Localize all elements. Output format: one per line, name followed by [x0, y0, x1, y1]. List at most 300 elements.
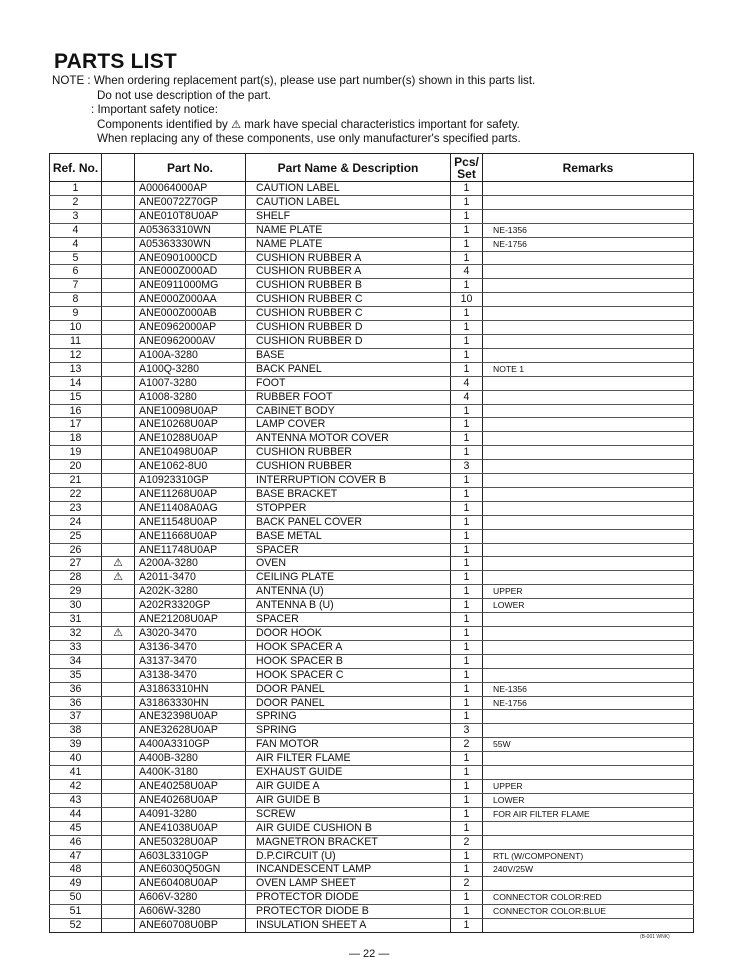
- description-cell: FAN MOTOR: [246, 738, 451, 752]
- part-no-cell: A3137-3470: [135, 654, 246, 668]
- part-no-cell: A10923310GP: [135, 474, 246, 488]
- safety-mark-cell: [102, 321, 135, 335]
- ref-no-cell: 14: [50, 376, 102, 390]
- part-no-cell: ANE10098U0AP: [135, 404, 246, 418]
- remarks-cell: [483, 307, 694, 321]
- ref-no-cell: 32: [50, 627, 102, 641]
- part-no-cell: ANE10498U0AP: [135, 446, 246, 460]
- part-no-cell: ANE41038U0AP: [135, 821, 246, 835]
- ref-no-cell: 19: [50, 446, 102, 460]
- description-cell: SPACER: [246, 613, 451, 627]
- pcs-cell: 1: [451, 710, 483, 724]
- part-no-cell: A4091-3280: [135, 807, 246, 821]
- ref-no-cell: 27: [50, 557, 102, 571]
- safety-mark-cell: [102, 766, 135, 780]
- pcs-cell: 1: [451, 418, 483, 432]
- description-cell: FOOT: [246, 376, 451, 390]
- ref-no-cell: 5: [50, 251, 102, 265]
- table-row: [50, 766, 694, 780]
- header-set: Set: [457, 166, 476, 181]
- pcs-cell: 1: [451, 905, 483, 919]
- remarks-cell: [483, 654, 694, 668]
- ref-no-cell: 43: [50, 793, 102, 807]
- pcs-cell: 3: [451, 724, 483, 738]
- table-row: [50, 209, 694, 223]
- table-row: [50, 724, 694, 738]
- table-row: [50, 919, 694, 933]
- safety-mark-cell: [102, 501, 135, 515]
- safety-mark-cell: [102, 307, 135, 321]
- note-line-3: : Important safety notice:: [91, 103, 218, 117]
- pcs-cell: 1: [451, 515, 483, 529]
- description-cell: RUBBER FOOT: [246, 390, 451, 404]
- safety-mark-cell: [102, 334, 135, 348]
- table-row: [50, 543, 694, 557]
- remarks-cell: NOTE 1: [483, 362, 694, 376]
- ref-no-cell: 25: [50, 529, 102, 543]
- pcs-cell: 1: [451, 404, 483, 418]
- pcs-cell: 3: [451, 460, 483, 474]
- table-row: [50, 418, 694, 432]
- part-no-cell: ANE0901000CD: [135, 251, 246, 265]
- pcs-cell: 1: [451, 529, 483, 543]
- table-row: [50, 557, 694, 571]
- safety-mark-cell: [102, 724, 135, 738]
- safety-mark-cell: [102, 821, 135, 835]
- note-line-2: Do not use description of the part.: [97, 88, 272, 102]
- part-no-cell: ANE11548U0AP: [135, 515, 246, 529]
- pcs-cell: 1: [451, 251, 483, 265]
- remarks-cell: [483, 195, 694, 209]
- safety-mark-cell: [102, 585, 135, 599]
- ref-no-cell: 8: [50, 293, 102, 307]
- pcs-cell: 1: [451, 682, 483, 696]
- remarks-cell: RTL (W/COMPONENT): [483, 849, 694, 863]
- part-no-cell: ANE11268U0AP: [135, 487, 246, 501]
- safety-mark-cell: [102, 807, 135, 821]
- pcs-cell: 1: [451, 640, 483, 654]
- remarks-cell: [483, 265, 694, 279]
- remarks-cell: [483, 501, 694, 515]
- part-no-cell: A1007-3280: [135, 376, 246, 390]
- remarks-cell: NE-1756: [483, 237, 694, 251]
- remarks-cell: [483, 279, 694, 293]
- safety-mark-cell: [102, 779, 135, 793]
- description-cell: SHELF: [246, 209, 451, 223]
- remarks-cell: [483, 182, 694, 196]
- table-row: [50, 696, 694, 710]
- pcs-cell: 4: [451, 265, 483, 279]
- description-cell: INTERRUPTION COVER B: [246, 474, 451, 488]
- safety-mark-cell: [102, 195, 135, 209]
- safety-mark-cell: [102, 376, 135, 390]
- safety-mark-cell: [102, 223, 135, 237]
- safety-mark-cell: [102, 738, 135, 752]
- safety-mark-cell: [102, 863, 135, 877]
- remarks-cell: [483, 752, 694, 766]
- pcs-cell: 10: [451, 293, 483, 307]
- ref-no-cell: 1: [50, 182, 102, 196]
- part-no-cell: ANE32628U0AP: [135, 724, 246, 738]
- description-cell: BASE: [246, 348, 451, 362]
- ref-no-cell: 11: [50, 334, 102, 348]
- table-row: [50, 515, 694, 529]
- remarks-cell: CONNECTOR COLOR:BLUE: [483, 905, 694, 919]
- pcs-cell: 1: [451, 849, 483, 863]
- safety-mark-cell: [102, 418, 135, 432]
- safety-mark-cell: [102, 446, 135, 460]
- table-row: [50, 404, 694, 418]
- remarks-cell: 240V/25W: [483, 863, 694, 877]
- table-row: [50, 195, 694, 209]
- description-cell: CUSHION RUBBER B: [246, 279, 451, 293]
- description-cell: CUSHION RUBBER A: [246, 265, 451, 279]
- safety-mark-cell: [102, 265, 135, 279]
- ref-no-cell: 3: [50, 209, 102, 223]
- pcs-cell: 1: [451, 821, 483, 835]
- remarks-cell: [483, 251, 694, 265]
- table-row: [50, 668, 694, 682]
- safety-mark-cell: [102, 849, 135, 863]
- note-line-4-after: mark have special characteristics important for safety.: [244, 117, 520, 131]
- table-row: [50, 474, 694, 488]
- remarks-cell: [483, 334, 694, 348]
- description-cell: BASE METAL: [246, 529, 451, 543]
- remarks-cell: [483, 877, 694, 891]
- pcs-cell: 1: [451, 627, 483, 641]
- note-line-4-before: Components identified by: [97, 117, 228, 131]
- ref-no-cell: 31: [50, 613, 102, 627]
- safety-mark-cell: [102, 905, 135, 919]
- description-cell: OVEN: [246, 557, 451, 571]
- part-no-cell: A200A-3280: [135, 557, 246, 571]
- header-pcs-set: [451, 154, 483, 182]
- part-no-cell: ANE000Z000AB: [135, 307, 246, 321]
- part-no-cell: A3136-3470: [135, 640, 246, 654]
- table-row: [50, 182, 694, 196]
- remarks-cell: [483, 376, 694, 390]
- description-cell: CAUTION LABEL: [246, 195, 451, 209]
- table-row: [50, 793, 694, 807]
- ref-no-cell: 46: [50, 835, 102, 849]
- safety-mark-cell: [102, 279, 135, 293]
- remarks-cell: [483, 571, 694, 585]
- description-cell: INSULATION SHEET A: [246, 919, 451, 933]
- pcs-cell: 1: [451, 362, 483, 376]
- part-no-cell: ANE50328U0AP: [135, 835, 246, 849]
- table-row: [50, 237, 694, 251]
- remarks-cell: [483, 543, 694, 557]
- table-row: [50, 613, 694, 627]
- safety-mark-cell: ⚠: [102, 627, 135, 641]
- pcs-cell: 1: [451, 279, 483, 293]
- ref-no-cell: 4: [50, 237, 102, 251]
- remarks-cell: [483, 627, 694, 641]
- safety-mark-cell: [102, 529, 135, 543]
- description-cell: DOOR PANEL: [246, 682, 451, 696]
- table-row: [50, 571, 694, 585]
- pcs-cell: 1: [451, 891, 483, 905]
- pcs-cell: 1: [451, 779, 483, 793]
- part-no-cell: ANE10268U0AP: [135, 418, 246, 432]
- description-cell: CUSHION RUBBER D: [246, 334, 451, 348]
- pcs-cell: 1: [451, 863, 483, 877]
- remarks-cell: [483, 390, 694, 404]
- pcs-cell: 1: [451, 919, 483, 933]
- ref-no-cell: 34: [50, 654, 102, 668]
- table-row: [50, 905, 694, 919]
- table-row: [50, 487, 694, 501]
- pcs-cell: 1: [451, 307, 483, 321]
- pcs-cell: 4: [451, 376, 483, 390]
- ref-no-cell: 26: [50, 543, 102, 557]
- header-remarks: Remarks: [483, 154, 694, 182]
- safety-mark-cell: [102, 293, 135, 307]
- description-cell: ANTENNA MOTOR COVER: [246, 432, 451, 446]
- ref-no-cell: 38: [50, 724, 102, 738]
- parts-table: [49, 153, 694, 933]
- ref-no-cell: 44: [50, 807, 102, 821]
- header-part-no: Part No.: [135, 154, 246, 182]
- ref-no-cell: 48: [50, 863, 102, 877]
- description-cell: INCANDESCENT LAMP: [246, 863, 451, 877]
- table-row: [50, 460, 694, 474]
- description-cell: EXHAUST GUIDE: [246, 766, 451, 780]
- table-row: [50, 863, 694, 877]
- remarks-cell: [483, 835, 694, 849]
- safety-mark-cell: [102, 432, 135, 446]
- table-row: [50, 362, 694, 376]
- table-row: [50, 891, 694, 905]
- ref-no-cell: 20: [50, 460, 102, 474]
- description-cell: HOOK SPACER A: [246, 640, 451, 654]
- safety-mark-cell: [102, 919, 135, 933]
- remarks-cell: UPPER: [483, 585, 694, 599]
- safety-mark-cell: [102, 710, 135, 724]
- remarks-cell: [483, 668, 694, 682]
- safety-mark-cell: [102, 487, 135, 501]
- description-cell: CAUTION LABEL: [246, 182, 451, 196]
- safety-mark-cell: [102, 696, 135, 710]
- pcs-cell: 1: [451, 432, 483, 446]
- pcs-cell: 1: [451, 182, 483, 196]
- pcs-cell: 2: [451, 835, 483, 849]
- pcs-cell: 1: [451, 613, 483, 627]
- safety-mark-cell: [102, 460, 135, 474]
- description-cell: BACK PANEL: [246, 362, 451, 376]
- part-no-cell: ANE0911000MG: [135, 279, 246, 293]
- part-no-cell: ANE11748U0AP: [135, 543, 246, 557]
- description-cell: AIR FILTER FLAME: [246, 752, 451, 766]
- ref-no-cell: 9: [50, 307, 102, 321]
- part-no-cell: A400A3310GP: [135, 738, 246, 752]
- remarks-cell: [483, 432, 694, 446]
- table-row: [50, 821, 694, 835]
- ref-no-cell: 29: [50, 585, 102, 599]
- remarks-cell: [483, 321, 694, 335]
- ref-no-cell: 36: [50, 696, 102, 710]
- description-cell: DOOR PANEL: [246, 696, 451, 710]
- part-no-cell: ANE11668U0AP: [135, 529, 246, 543]
- safety-mark-cell: [102, 251, 135, 265]
- safety-mark-cell: [102, 474, 135, 488]
- part-no-cell: A100A-3280: [135, 348, 246, 362]
- ref-no-cell: 35: [50, 668, 102, 682]
- ref-no-cell: 16: [50, 404, 102, 418]
- table-row: [50, 223, 694, 237]
- pcs-cell: 2: [451, 877, 483, 891]
- pcs-cell: 1: [451, 807, 483, 821]
- part-no-cell: A400B-3280: [135, 752, 246, 766]
- remarks-cell: NE-1356: [483, 682, 694, 696]
- description-cell: NAME PLATE: [246, 237, 451, 251]
- remarks-cell: [483, 766, 694, 780]
- remarks-cell: UPPER: [483, 779, 694, 793]
- ref-no-cell: 36: [50, 682, 102, 696]
- safety-mark-cell: ⚠: [102, 571, 135, 585]
- description-cell: CABINET BODY: [246, 404, 451, 418]
- safety-mark-cell: [102, 682, 135, 696]
- ref-no-cell: 33: [50, 640, 102, 654]
- note-line-1: NOTE : When ordering replacement part(s), please use part number(s) shown in this parts list.: [52, 74, 536, 87]
- remarks-cell: LOWER: [483, 793, 694, 807]
- remarks-cell: [483, 460, 694, 474]
- safety-mark-cell: [102, 182, 135, 196]
- safety-mark-cell: [102, 390, 135, 404]
- safety-mark-cell: [102, 668, 135, 682]
- safety-mark-cell: [102, 891, 135, 905]
- pcs-cell: 1: [451, 585, 483, 599]
- description-cell: PROTECTOR DIODE B: [246, 905, 451, 919]
- part-no-cell: A3020-3470: [135, 627, 246, 641]
- remarks-cell: [483, 710, 694, 724]
- description-cell: CUSHION RUBBER: [246, 446, 451, 460]
- remarks-cell: FOR AIR FILTER FLAME: [483, 807, 694, 821]
- ref-no-cell: 4: [50, 223, 102, 237]
- part-no-cell: A05363330WN: [135, 237, 246, 251]
- part-no-cell: A31863330HN: [135, 696, 246, 710]
- remarks-cell: [483, 919, 694, 933]
- description-cell: PROTECTOR DIODE: [246, 891, 451, 905]
- pcs-cell: 1: [451, 487, 483, 501]
- table-row: [50, 376, 694, 390]
- table-row: [50, 251, 694, 265]
- ref-no-cell: 17: [50, 418, 102, 432]
- table-row: [50, 501, 694, 515]
- ref-no-cell: 30: [50, 599, 102, 613]
- pcs-cell: 1: [451, 571, 483, 585]
- safety-mark-cell: [102, 835, 135, 849]
- remarks-cell: [483, 640, 694, 654]
- page-number: — 22 —: [349, 948, 390, 960]
- part-no-cell: ANE000Z000AA: [135, 293, 246, 307]
- part-no-cell: ANE11408A0AG: [135, 501, 246, 515]
- safety-mark-cell: [102, 793, 135, 807]
- table-row: [50, 877, 694, 891]
- description-cell: STOPPER: [246, 501, 451, 515]
- table-row: [50, 849, 694, 863]
- remarks-cell: [483, 474, 694, 488]
- ref-no-cell: 18: [50, 432, 102, 446]
- description-cell: SCREW: [246, 807, 451, 821]
- safety-mark-cell: [102, 543, 135, 557]
- table-row: [50, 835, 694, 849]
- safety-mark-cell: [102, 640, 135, 654]
- ref-no-cell: 47: [50, 849, 102, 863]
- remarks-cell: [483, 209, 694, 223]
- ref-no-cell: 24: [50, 515, 102, 529]
- ref-no-cell: 12: [50, 348, 102, 362]
- table-row: [50, 321, 694, 335]
- part-no-cell: ANE000Z000AD: [135, 265, 246, 279]
- part-no-cell: A3138-3470: [135, 668, 246, 682]
- table-row: [50, 779, 694, 793]
- pcs-cell: 1: [451, 501, 483, 515]
- parts-table-body: [50, 182, 694, 933]
- remarks-cell: NE-1756: [483, 696, 694, 710]
- part-no-cell: A100Q-3280: [135, 362, 246, 376]
- ref-no-cell: 13: [50, 362, 102, 376]
- pcs-cell: 4: [451, 390, 483, 404]
- description-cell: LAMP COVER: [246, 418, 451, 432]
- pcs-cell: 1: [451, 321, 483, 335]
- remarks-cell: [483, 404, 694, 418]
- pcs-cell: 1: [451, 209, 483, 223]
- part-no-cell: ANE10288U0AP: [135, 432, 246, 446]
- safety-mark-cell: [102, 613, 135, 627]
- ref-no-cell: 49: [50, 877, 102, 891]
- pcs-cell: 1: [451, 599, 483, 613]
- description-cell: HOOK SPACER B: [246, 654, 451, 668]
- notes-block: [52, 74, 712, 147]
- table-row: [50, 446, 694, 460]
- table-row: [50, 752, 694, 766]
- remarks-cell: [483, 487, 694, 501]
- table-row: [50, 293, 694, 307]
- part-no-cell: ANE40268U0AP: [135, 793, 246, 807]
- pcs-cell: 1: [451, 557, 483, 571]
- ref-no-cell: 37: [50, 710, 102, 724]
- part-no-cell: ANE40258U0AP: [135, 779, 246, 793]
- description-cell: HOOK SPACER C: [246, 668, 451, 682]
- table-row: [50, 599, 694, 613]
- description-cell: BACK PANEL COVER: [246, 515, 451, 529]
- note-line-5: When replacing any of these components, use only manufacturer's specified parts.: [97, 132, 521, 146]
- ref-no-cell: 2: [50, 195, 102, 209]
- part-no-cell: ANE1062-8U0: [135, 460, 246, 474]
- safety-mark-cell: [102, 237, 135, 251]
- pcs-cell: 1: [451, 668, 483, 682]
- part-no-cell: A202K-3280: [135, 585, 246, 599]
- safety-mark-cell: [102, 877, 135, 891]
- ref-no-cell: 52: [50, 919, 102, 933]
- description-cell: SPRING: [246, 710, 451, 724]
- table-row: [50, 334, 694, 348]
- ref-no-cell: 39: [50, 738, 102, 752]
- header-ref-no: Ref. No.: [50, 154, 102, 182]
- description-cell: OVEN LAMP SHEET: [246, 877, 451, 891]
- safety-mark-cell: [102, 404, 135, 418]
- description-cell: CUSHION RUBBER C: [246, 293, 451, 307]
- description-cell: CUSHION RUBBER C: [246, 307, 451, 321]
- table-row: [50, 585, 694, 599]
- remarks-cell: [483, 557, 694, 571]
- ref-no-cell: 21: [50, 474, 102, 488]
- ref-no-cell: 50: [50, 891, 102, 905]
- part-no-cell: ANE21208U0AP: [135, 613, 246, 627]
- part-no-cell: ANE60408U0AP: [135, 877, 246, 891]
- part-no-cell: A05363310WN: [135, 223, 246, 237]
